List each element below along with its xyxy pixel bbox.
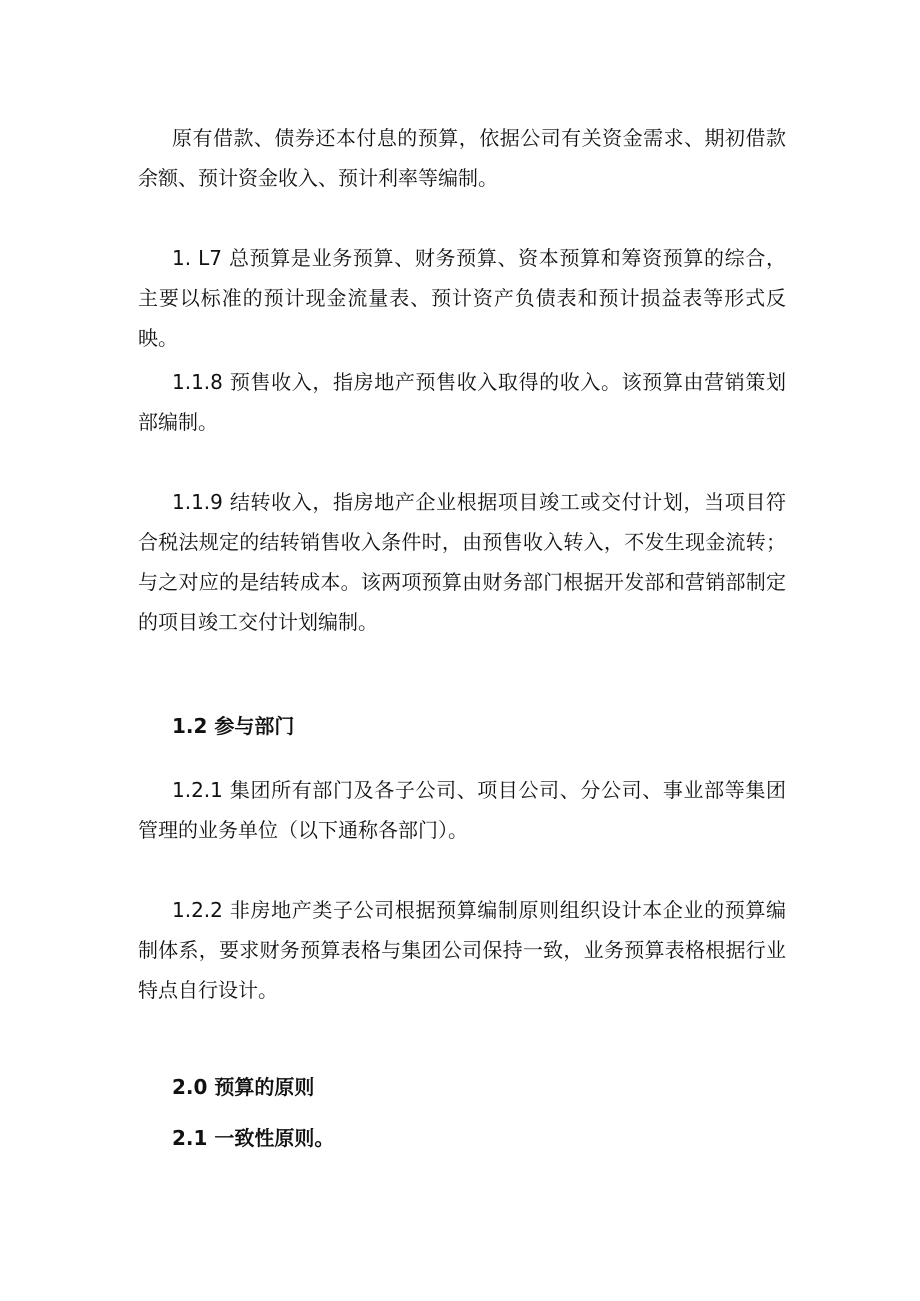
heading-consistency-principle: 2.1 一致性原则。 [172,1126,335,1150]
paragraph-debt-budget: 原有借款、债券还本付息的预算，依据公司有关资金需求、期初借款余额、预计资金收入、预计利率等编制。 [138,126,786,190]
paragraph-total-budget: 1. L7 总预算是业务预算、财务预算、资本预算和筹资预算的综合，主要以标准的预计现金流量表、预计资产负债表和预计损益表等形式反映。 [138,246,786,350]
paragraph-all-departments: 1.2.1 集团所有部门及各子公司、项目公司、分公司、事业部等集团管理的业务单位（以下通称各部门）。 [138,778,786,842]
paragraph-presale-income: 1.1.8 预售收入，指房地产预售收入取得的收入。该预算由营销策划部编制。 [138,370,786,434]
heading-participating-departments: 1.2 参与部门 [172,714,295,738]
paragraph-non-real-estate: 1.2.2 非房地产类子公司根据预算编制原则组织设计本企业的预算编制体系，要求财务预算表格与集团公司保持一致，业务预算表格根据行业特点自行设计。 [138,898,786,1002]
paragraph-carryover-income: 1.1.9 结转收入，指房地产企业根据项目竣工或交付计划，当项目符合税法规定的结转销售收入条件时，由预售收入转入，不发生现金流转；与之对应的是结转成本。该两项预算由财务部门根据开发部和营销部制定的项目竣工交付计划编制。 [138,490,786,634]
heading-budget-principles: 2.0 预算的原则 [172,1075,315,1099]
